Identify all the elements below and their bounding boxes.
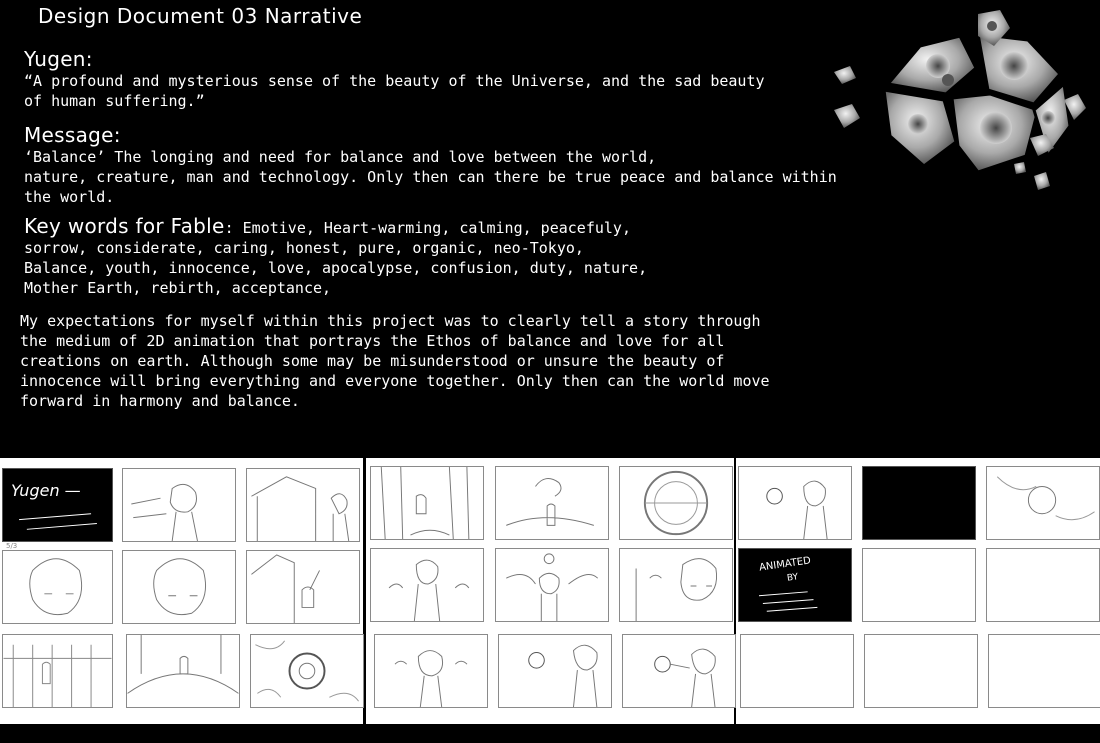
credits-card-line2: BY [786, 572, 799, 584]
empty-panel [862, 548, 976, 622]
expectations-paragraph: My expectations for myself within this project was to clearly tell a story through the medium of 2D animation that portrays the Ethos of balance and love for all creations on earth. Although some may be misunderstood or unsure the beauty of innocence will bring everything and everyone together. Only then can the world move forward in harmony and balance. [20, 312, 770, 410]
shattered-moon-illustration [828, 6, 1096, 196]
title-card-panel [2, 468, 113, 542]
panel-girl-closeup-1 [2, 550, 113, 624]
message-text: ‘Balance’ The longing and need for balance and love between the world, nature, creature, man and technology. Only then can there be true peace and balance within the world. [24, 148, 837, 206]
panel-house-girl [246, 468, 360, 542]
panel-fence-figure [2, 634, 113, 708]
panel-orb-in-leaves [250, 634, 364, 708]
panel-girl-back [122, 468, 236, 542]
empty-panel [864, 634, 978, 708]
panel-spirit-figure [495, 466, 609, 540]
panel-orb-and-boy [498, 634, 612, 708]
black-panel [862, 466, 976, 540]
panel-girl-spirits-front [374, 634, 488, 708]
page-title: Design Document 03 Narrative [38, 4, 363, 28]
panel-girl-back-spirit [495, 548, 609, 622]
panel-orb-floating [986, 466, 1100, 540]
yugen-heading: Yugen: [24, 47, 93, 71]
keywords-section [24, 214, 647, 298]
yugen-quote: “A profound and mysterious sense of the beauty of the Universe, and the sad beauty of human suffering.” [24, 72, 765, 110]
page-mark: 5/3 [6, 542, 18, 550]
message-heading: Message: [24, 123, 121, 147]
empty-panel [986, 548, 1100, 622]
empty-panel [988, 634, 1100, 708]
keywords-first-line: : Emotive, Heart-warming, calming, peacefuly, [224, 219, 631, 237]
panel-forest-small-figure [370, 466, 484, 540]
title-card-text: Yugen — [11, 481, 81, 500]
panel-girl-closeup-2 [122, 550, 236, 624]
keywords-heading: Key words for Fable [24, 214, 225, 238]
credits-card-panel [738, 548, 852, 622]
panel-figure-on-hill [126, 634, 240, 708]
panel-boy-holding-orb [738, 466, 852, 540]
panel-girl-with-spirits [370, 548, 484, 622]
panel-boy-closeup [619, 548, 733, 622]
storyboard [0, 458, 1100, 726]
keywords-list: sorrow, considerate, caring, honest, pure, organic, neo-Tokyo, Balance, youth, innocence, love, apocalypse, confusion, duty, nature, Mother Earth, rebirth, acceptance, [24, 239, 648, 297]
panel-girl-waving [246, 550, 360, 624]
empty-panel [740, 634, 854, 708]
panel-boy-reaching-orb [622, 634, 736, 708]
panel-orb-large [619, 466, 733, 540]
credits-card-line1: ANIMATED [758, 555, 812, 574]
